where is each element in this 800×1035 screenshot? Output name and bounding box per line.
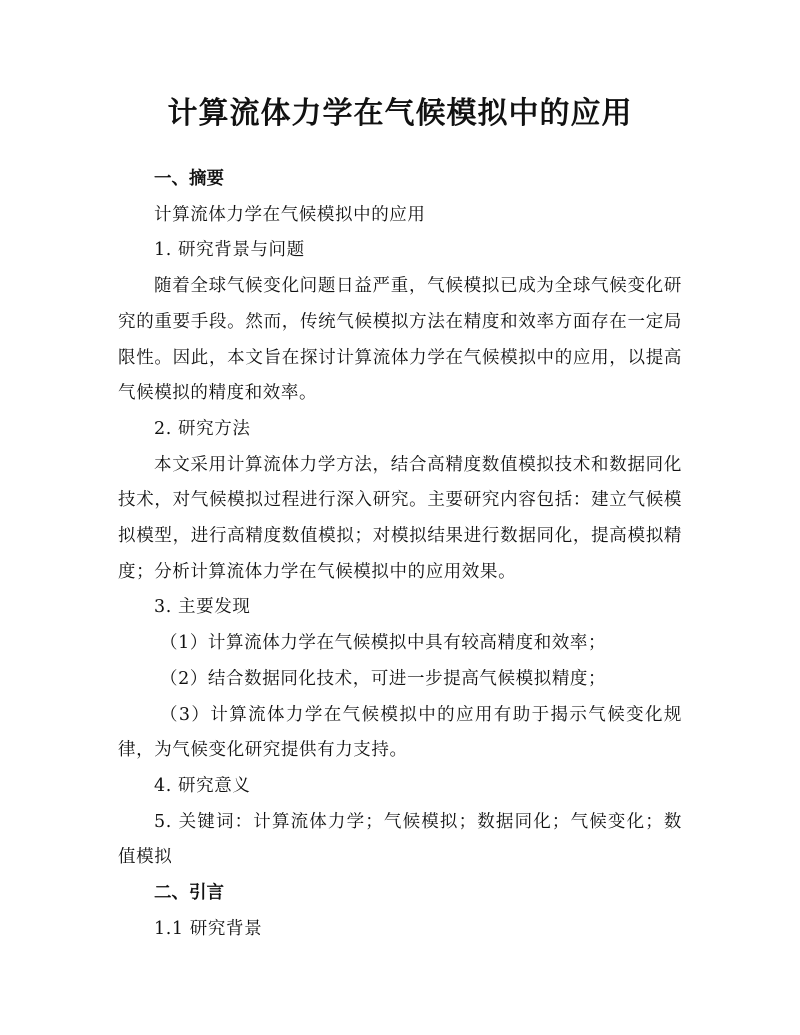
paragraph-abstract-title: 计算流体力学在气候模拟中的应用	[154, 204, 426, 225]
subheading-methods: 2. 研究方法	[154, 418, 251, 439]
paragraph-methods: 本文采用计算流体力学方法，结合高精度数值模拟技术和数据同化技术，对气候模拟过程进行深入研究。主要研究内容包括：建立气候模拟模型，进行高精度数值模拟；对模拟结果进行数据同化，提高模拟精度；分析计算流体力学在气候模拟中的应用效果。	[118, 454, 682, 582]
finding-item-2: （2）结合数据同化技术，可进一步提高气候模拟精度；	[160, 668, 607, 689]
subheading-background: 1. 研究背景与问题	[154, 240, 305, 261]
document-title: 计算流体力学在气候模拟中的应用	[167, 96, 633, 131]
section-heading-abstract: 一、摘要	[154, 169, 224, 189]
subheading-findings: 3. 主要发现	[154, 597, 251, 618]
finding-item-1: （1）计算流体力学在气候模拟中具有较高精度和效率；	[160, 633, 607, 654]
section-heading-introduction: 二、引言	[154, 883, 224, 904]
subheading-research-background: 1.1 研究背景	[154, 918, 263, 939]
paragraph-background: 随着全球气候变化问题日益严重，气候模拟已成为全球气候变化研究的重要手段。然而，传统气候模拟方法在精度和效率方面存在一定局限性。因此，本文旨在探讨计算流体力学在气候模拟中的应用，以提高气候模拟的精度和效率。	[118, 276, 682, 404]
paragraph-keywords: 5. 关键词：计算流体力学；气候模拟；数据同化；气候变化；数值模拟	[118, 811, 682, 868]
subheading-significance: 4. 研究意义	[154, 775, 251, 796]
finding-item-3: （3）计算流体力学在气候模拟中的应用有助于揭示气候变化规律，为气候变化研究提供有力支持。	[118, 704, 682, 761]
